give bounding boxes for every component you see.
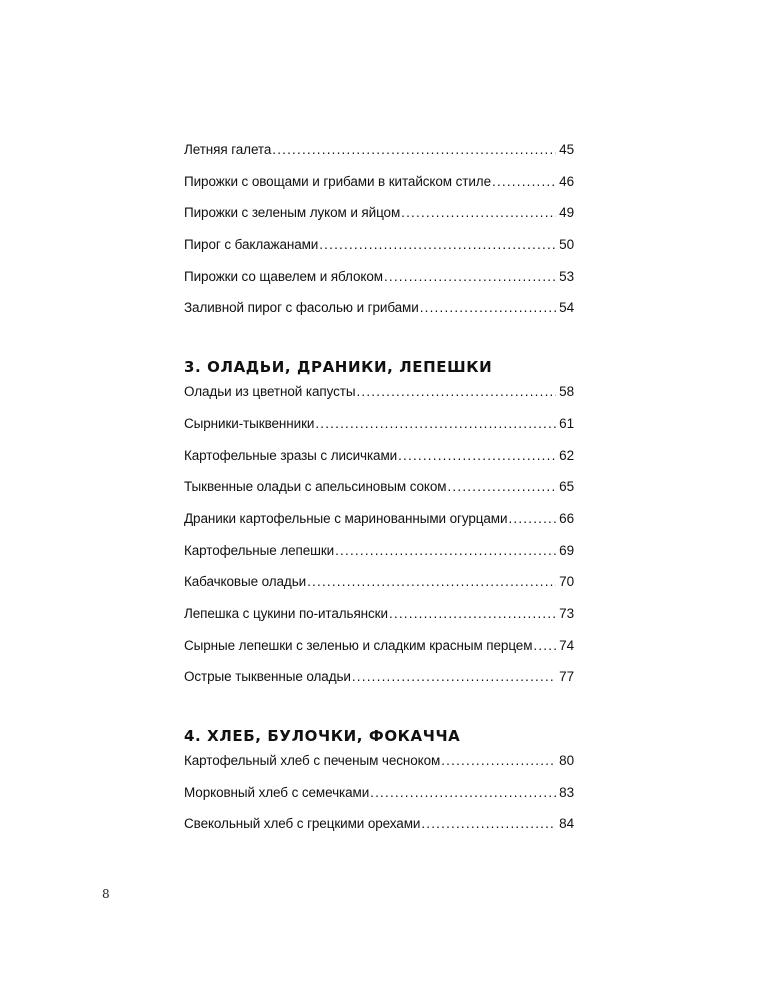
toc-entry bbox=[184, 669, 574, 701]
toc-entry bbox=[184, 269, 574, 301]
table-of-contents bbox=[184, 142, 574, 848]
toc-entry-title: Морковный хлеб с семечками bbox=[184, 784, 370, 800]
dot-leader bbox=[356, 384, 556, 399]
section-heading: 3. ОЛАДЬИ, ДРАНИКИ, ЛЕПЕШКИ bbox=[184, 358, 493, 377]
dot-leader bbox=[398, 448, 556, 463]
dot-leader bbox=[533, 638, 556, 653]
toc-section-4 bbox=[184, 720, 574, 848]
toc-entry-title: Пирожки с овощами и грибами в китайском стиле bbox=[184, 173, 491, 189]
toc-entry-title: Лепешка с цукини по-итальянски bbox=[184, 605, 388, 621]
toc-entry bbox=[184, 606, 574, 638]
toc-entry-page: 73 bbox=[559, 605, 574, 621]
toc-entry-page: 74 bbox=[559, 637, 574, 653]
toc-entry bbox=[184, 479, 574, 511]
toc-entry bbox=[184, 511, 574, 543]
toc-entry-page: 83 bbox=[559, 784, 574, 800]
toc-entry bbox=[184, 416, 574, 448]
toc-entry-page: 61 bbox=[559, 415, 574, 431]
toc-entry-title: Картофельный хлеб с печеным чесноком bbox=[184, 753, 441, 768]
toc-entry bbox=[184, 300, 574, 332]
toc-entry bbox=[184, 142, 574, 174]
dot-leader bbox=[420, 300, 556, 315]
toc-entry-title: Тыквенные оладьи с апельсиновым соком bbox=[184, 479, 447, 495]
toc-entry bbox=[184, 237, 574, 269]
toc-section-3 bbox=[184, 351, 574, 701]
toc-entry-title: Картофельные зразы с лисичками bbox=[184, 447, 398, 463]
toc-entry-title: Свекольный хлеб с грецкими орехами bbox=[184, 816, 421, 832]
toc-entry-page: 66 bbox=[559, 510, 574, 526]
toc-entry bbox=[184, 638, 574, 670]
section-heading: 4. ХЛЕБ, БУЛОЧКИ, ФОКАЧЧА bbox=[184, 727, 461, 745]
toc-entry bbox=[184, 753, 574, 785]
toc-entry bbox=[184, 574, 574, 606]
toc-entry bbox=[184, 816, 574, 848]
toc-entry-page: 70 bbox=[559, 574, 574, 590]
toc-entry-page: 45 bbox=[559, 142, 574, 157]
dot-leader bbox=[421, 816, 556, 831]
toc-entry bbox=[184, 384, 574, 416]
toc-entry-title: Острые тыквенные оладьи bbox=[184, 669, 351, 685]
dot-leader bbox=[401, 205, 556, 220]
toc-entry-title: Пирожки со щавелем и яблоком bbox=[184, 268, 383, 284]
dot-leader bbox=[389, 606, 556, 621]
toc-entry-title: Пирожки с зеленым луком и яйцом bbox=[184, 205, 401, 221]
dot-leader bbox=[370, 785, 556, 800]
dot-leader bbox=[307, 574, 556, 589]
toc-entry-page: 54 bbox=[559, 300, 574, 316]
toc-entry-title: Оладьи из цветной капусты bbox=[184, 384, 356, 400]
toc-entry-title: Кабачковые оладьи bbox=[184, 574, 307, 590]
toc-entry bbox=[184, 205, 574, 237]
toc-entry-page: 58 bbox=[559, 384, 574, 400]
toc-entry-title: Заливной пирог с фасолью и грибами bbox=[184, 300, 419, 316]
dot-leader bbox=[447, 479, 556, 494]
toc-entry-page: 69 bbox=[559, 542, 574, 558]
toc-entry-page: 46 bbox=[559, 173, 574, 189]
dot-leader bbox=[441, 753, 556, 768]
toc-entry-title: Драники картофельные с маринованными огурцами bbox=[184, 510, 508, 526]
toc-entry bbox=[184, 785, 574, 817]
page-number: 8 bbox=[102, 887, 110, 901]
dot-leader bbox=[319, 237, 556, 252]
toc-entry-page: 77 bbox=[559, 669, 574, 685]
dot-leader bbox=[352, 669, 556, 684]
toc-entry-title: Сырные лепешки с зеленью и сладким красным перцем bbox=[184, 637, 533, 653]
toc-entry-page: 65 bbox=[559, 479, 574, 495]
toc-entry-page: 84 bbox=[559, 816, 574, 832]
toc-entry-title: Пирог с баклажанами bbox=[184, 237, 319, 253]
toc-entry bbox=[184, 174, 574, 206]
toc-entry-page: 62 bbox=[559, 447, 574, 463]
toc-entry-page: 80 bbox=[559, 753, 574, 768]
toc-entry-page: 50 bbox=[559, 237, 574, 253]
toc-entry-title: Картофельные лепешки bbox=[184, 542, 335, 558]
toc-entry bbox=[184, 448, 574, 480]
toc-entry-title: Сырники-тыквенники bbox=[184, 415, 315, 431]
dot-leader bbox=[315, 416, 556, 431]
dot-leader bbox=[335, 543, 556, 558]
dot-leader bbox=[272, 142, 556, 157]
dot-leader bbox=[492, 174, 556, 189]
dot-leader bbox=[508, 511, 556, 526]
toc-entry-title: Летняя галета bbox=[184, 142, 272, 157]
toc-entry-page: 53 bbox=[559, 268, 574, 284]
dot-leader bbox=[384, 269, 556, 284]
toc-entry-page: 49 bbox=[559, 205, 574, 221]
toc-entry bbox=[184, 543, 574, 575]
toc-section-continued bbox=[184, 142, 574, 332]
